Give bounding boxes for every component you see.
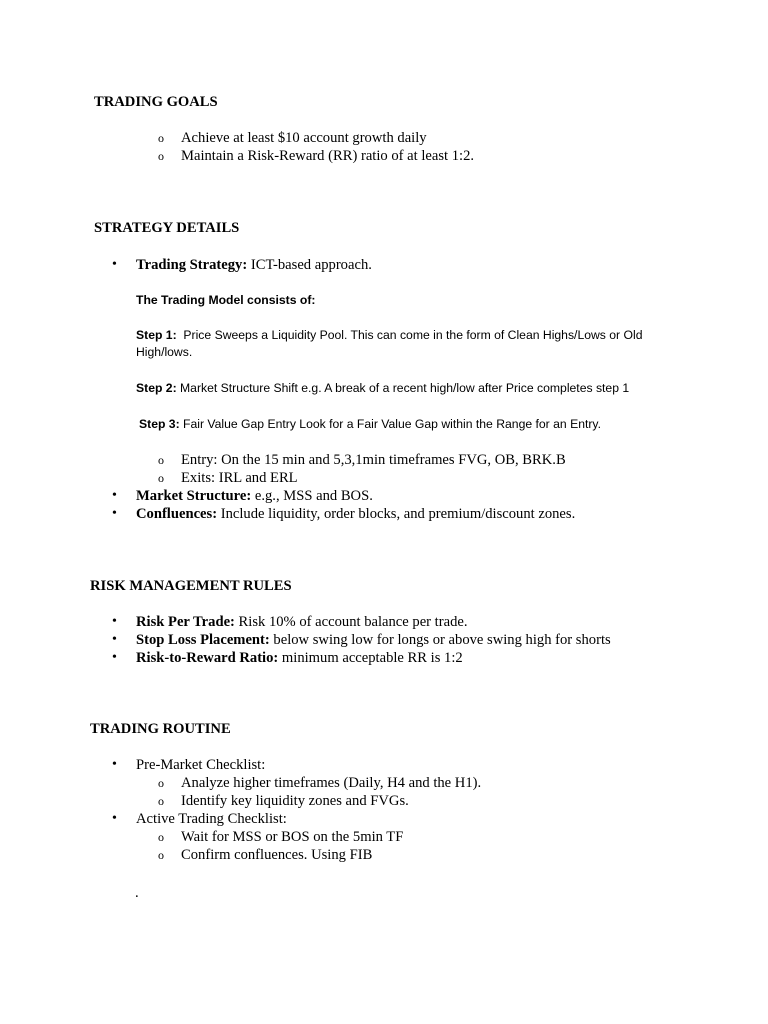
trading-strategy-label: Trading Strategy: — [136, 257, 248, 273]
confluences-label: Confluences: — [136, 506, 218, 522]
market-structure-text: e.g., MSS and BOS. — [251, 488, 373, 504]
bullet-marker: • — [112, 811, 117, 826]
risk-item-label: Risk-to-Reward Ratio: — [136, 650, 279, 666]
pre-market-item: Analyze higher timeframes (Daily, H4 and the H1). — [181, 775, 482, 791]
bullet-marker: • — [112, 257, 117, 272]
risk-item-text: Risk 10% of account balance per trade. — [234, 614, 468, 630]
step-2-line — [136, 380, 629, 397]
strategy-sub-item: Entry: On the 15 min and 5,3,1min timeframes FVG, OB, BRK.B — [181, 452, 566, 468]
section-heading-risk-management: RISK MANAGEMENT RULES — [90, 578, 292, 594]
bullet-marker: • — [112, 614, 117, 629]
risk-item-label: Stop Loss Placement: — [136, 632, 270, 648]
market-structure-label: Market Structure: — [136, 488, 252, 504]
active-trading-item: Confirm confluences. Using FIB — [181, 847, 373, 863]
trading-model-heading: The Trading Model consists of: — [136, 293, 316, 307]
bullet-marker: • — [112, 757, 117, 772]
risk-item — [136, 649, 463, 667]
bullet-marker: • — [112, 650, 117, 665]
sub-bullet-marker: o — [158, 776, 164, 790]
step-3-text: Fair Value Gap Entry Look for a Fair Value Gap within the Range for an Entry. — [179, 417, 601, 431]
sub-bullet-marker: o — [158, 149, 164, 163]
confluences-line — [136, 505, 575, 523]
sub-bullet-marker: o — [158, 471, 164, 485]
goal-item: Achieve at least $10 account growth daily — [181, 130, 427, 146]
step-1-line-2: High/lows. — [136, 345, 193, 359]
step-1-text: Price Sweeps a Liquidity Pool. This can come in the form of Clean Highs/Lows or Old — [176, 328, 643, 342]
step-3-label: Step 3: — [139, 417, 180, 431]
strategy-sub-item: Exits: IRL and ERL — [181, 470, 298, 486]
sub-bullet-marker: o — [158, 131, 164, 145]
step-1-line-1 — [136, 327, 642, 344]
trailing-period: . — [135, 885, 139, 901]
sub-bullet-marker: o — [158, 453, 164, 467]
trading-strategy-text: ICT-based approach. — [247, 257, 372, 273]
bullet-marker: • — [112, 506, 117, 521]
step-2-label: Step 2: — [136, 381, 177, 395]
trading-strategy-line — [136, 256, 372, 274]
risk-item — [136, 613, 468, 631]
goal-item: Maintain a Risk-Reward (RR) ratio of at least 1:2. — [181, 148, 475, 164]
sub-bullet-marker: o — [158, 848, 164, 862]
step-2-text: Market Structure Shift e.g. A break of a recent high/low after Price completes step 1 — [176, 381, 630, 395]
risk-item — [136, 631, 611, 649]
section-heading-strategy-details: STRATEGY DETAILS — [94, 220, 240, 236]
step-1-label: Step 1: — [136, 328, 177, 342]
risk-item-text: minimum acceptable RR is 1:2 — [278, 650, 463, 666]
bullet-marker: • — [112, 632, 117, 647]
bullet-marker: • — [112, 488, 117, 503]
pre-market-item: Identify key liquidity zones and FVGs. — [181, 793, 409, 809]
risk-item-label: Risk Per Trade: — [136, 614, 235, 630]
confluences-text: Include liquidity, order blocks, and premium/discount zones. — [217, 506, 576, 522]
active-trading-checklist: Active Trading Checklist: — [136, 811, 287, 827]
sub-bullet-marker: o — [158, 794, 164, 808]
pre-market-checklist: Pre-Market Checklist: — [136, 757, 266, 773]
sub-bullet-marker: o — [158, 830, 164, 844]
section-heading-trading-goals: TRADING GOALS — [94, 94, 218, 110]
section-heading-trading-routine: TRADING ROUTINE — [90, 721, 231, 737]
active-trading-item: Wait for MSS or BOS on the 5min TF — [181, 829, 404, 845]
risk-item-text: below swing low for longs or above swing high for shorts — [269, 632, 611, 648]
market-structure-line — [136, 487, 373, 505]
step-3-line — [139, 416, 601, 433]
